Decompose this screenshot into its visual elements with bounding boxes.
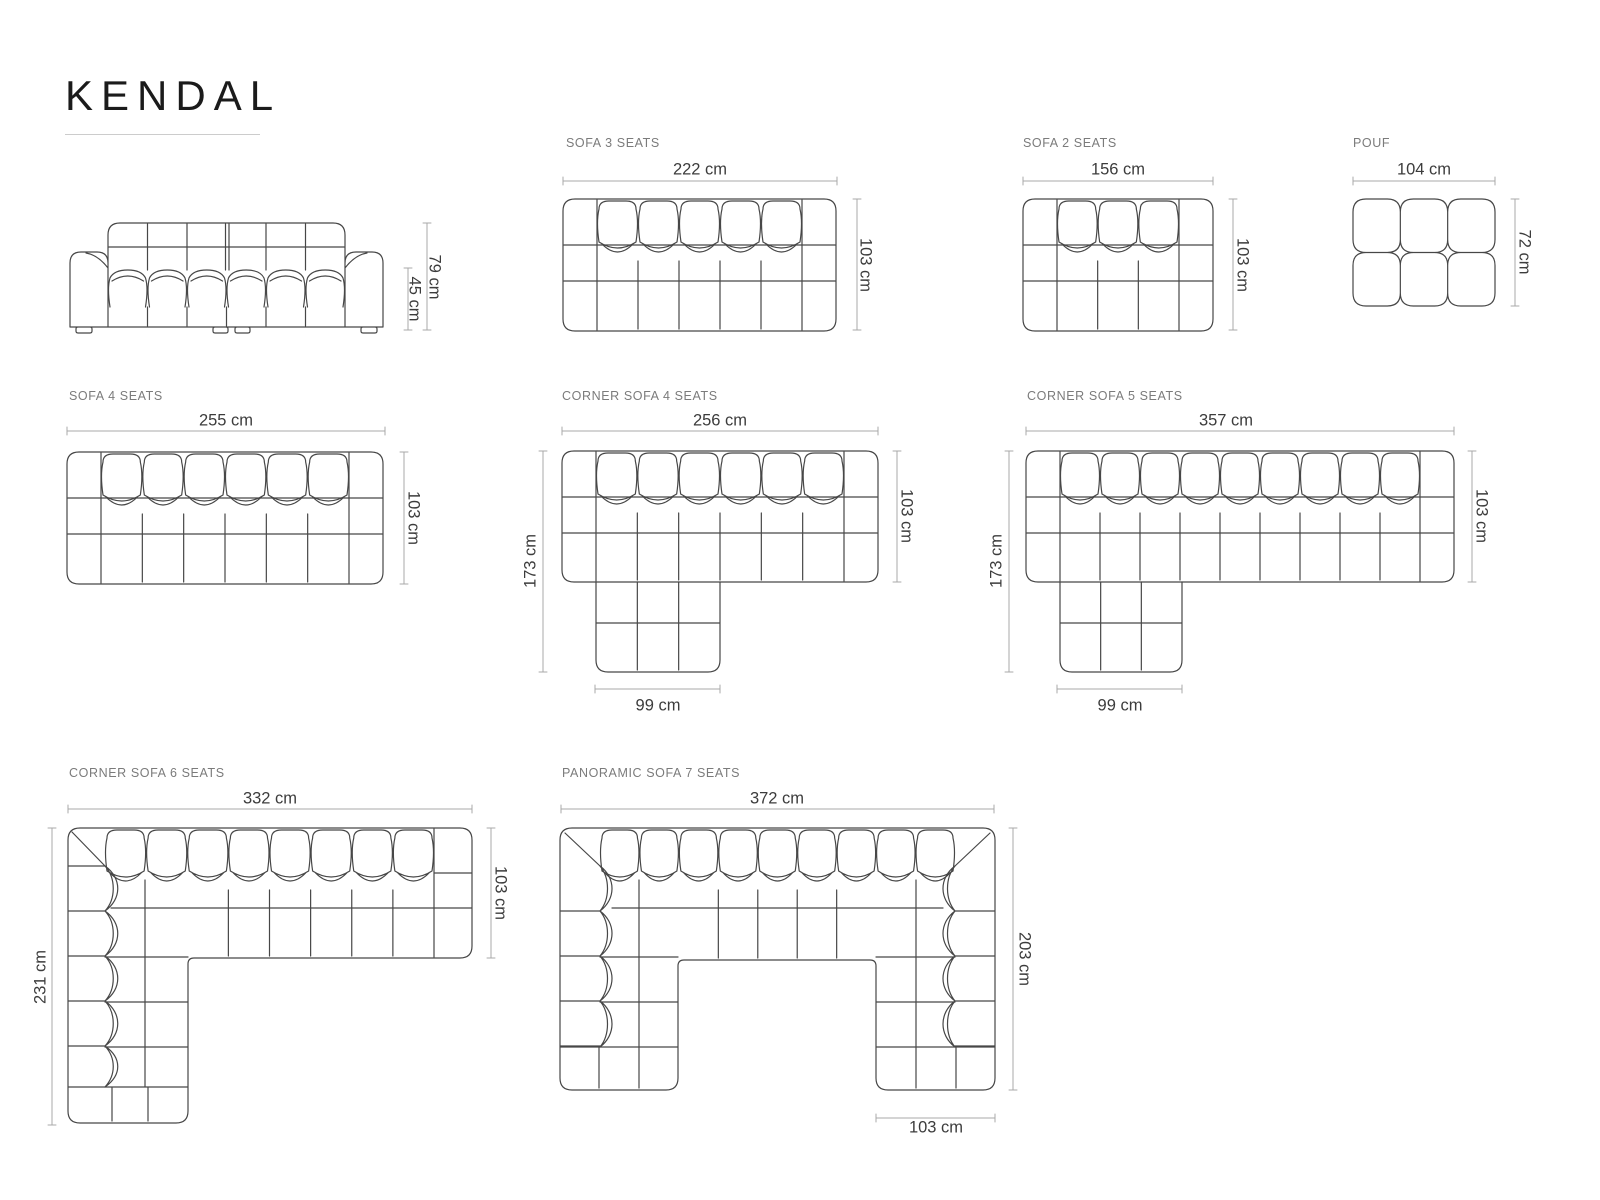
dim-corner4-depth: 103 cm [897,488,916,544]
label-sofa-4-seats: SOFA 4 SEATS [69,389,163,403]
dim-sofa4-width: 255 cm [198,411,254,430]
label-sofa-2-seats: SOFA 2 SEATS [1023,136,1117,150]
dim-panoramic-depth: 203 cm [1015,931,1034,987]
dim-corner6-depth: 103 cm [491,865,510,921]
label-pouf: POUF [1353,136,1391,150]
dim-panoramic-leg: 103 cm [908,1118,964,1137]
pouf-drawing [1353,177,1519,306]
dim-sofa2-width: 156 cm [1090,160,1146,179]
dim-sofa3-depth: 103 cm [856,237,875,293]
sofa-3-seats-drawing [563,177,861,331]
sofa-2-seats-drawing [1023,177,1237,331]
panoramic-sofa-7-seats-drawing [560,805,1017,1122]
label-panoramic-sofa-7: PANORAMIC SOFA 7 SEATS [562,766,741,780]
dim-pouf-width: 104 cm [1396,160,1452,179]
page-title: KENDAL [65,72,282,119]
dim-front-seat-height: 45 cm [405,276,424,322]
dim-front-height: 79 cm [425,254,444,300]
dim-corner5-depth: 103 cm [1472,488,1491,544]
corner-sofa-6-seats-drawing [48,805,495,1125]
dim-corner5-total-depth: 173 cm [987,533,1006,589]
front-view-drawing [70,223,431,333]
dim-pouf-depth: 72 cm [1515,229,1534,275]
label-corner-sofa-5: CORNER SOFA 5 SEATS [1027,389,1183,403]
dim-corner4-chaise: 99 cm [635,696,681,715]
title-underline [65,134,260,135]
dim-sofa4-depth: 103 cm [404,490,423,546]
dim-panoramic-width: 372 cm [749,789,805,808]
dim-corner4-width: 256 cm [692,411,748,430]
dim-corner6-total-depth: 231 cm [31,949,50,1005]
label-sofa-3-seats: SOFA 3 SEATS [566,136,660,150]
sofa-4-seats-drawing [67,427,408,584]
label-corner-sofa-6: CORNER SOFA 6 SEATS [69,766,225,780]
dim-corner5-width: 357 cm [1198,411,1254,430]
label-corner-sofa-4: CORNER SOFA 4 SEATS [562,389,718,403]
dim-corner4-total-depth: 173 cm [521,533,540,589]
dim-sofa2-depth: 103 cm [1233,237,1252,293]
corner-sofa-5-seats-drawing [1005,427,1476,693]
dim-sofa3-width: 222 cm [672,160,728,179]
corner-sofa-4-seats-drawing [539,427,901,693]
dim-corner5-chaise: 99 cm [1097,696,1143,715]
dim-corner6-width: 332 cm [242,789,298,808]
